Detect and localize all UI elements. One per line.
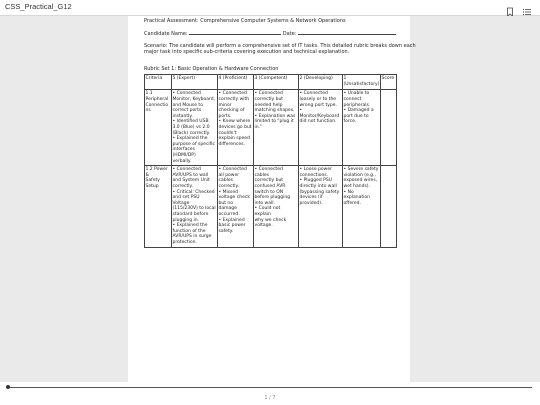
cell-text: • Critical: Checked <box>172 189 215 195</box>
cell-text: • Explained the <box>172 136 208 142</box>
cell-text: protection. <box>172 239 197 245</box>
cell-text: why we check <box>254 217 287 223</box>
cell-text: into wall. <box>254 200 275 206</box>
cell-text: Voltage <box>172 200 190 206</box>
cell-text: port due to <box>343 113 369 119</box>
cell-text: Connections <box>145 102 169 114</box>
cell-text: violation (e.g., <box>343 172 376 178</box>
cell-text: • Knew where <box>218 119 251 125</box>
cell-text: did not function. <box>299 119 337 125</box>
cell-text: offered. <box>343 200 361 206</box>
cell-text: ports. <box>218 113 232 119</box>
cell-text: loosely or to the <box>299 97 337 103</box>
column-header-text: 5 (Expert) <box>172 76 196 82</box>
cell-text: connect <box>343 97 362 103</box>
page-indicator: 1 / 7 <box>264 395 276 401</box>
table-row <box>145 90 397 166</box>
table-cell <box>145 166 172 247</box>
cell-text: occurred. <box>218 211 240 217</box>
cell-text: voltage. <box>254 223 273 229</box>
document-viewer[interactable] <box>0 16 540 382</box>
table-cell <box>299 166 343 247</box>
cell-text: AVR/UPS in surge <box>172 234 212 240</box>
column-header <box>299 75 343 90</box>
cell-text: devices (if <box>299 195 323 201</box>
table-cell <box>254 90 299 166</box>
cell-text: needed help <box>254 102 283 108</box>
cell-text: explanation <box>343 195 370 201</box>
table-cell <box>343 90 381 166</box>
table-cell <box>254 166 299 247</box>
cell-text: 1.1 <box>145 91 153 97</box>
column-header-text: 4 (Proficient) <box>218 76 248 82</box>
cell-text: • No <box>343 189 354 195</box>
column-header-text: Criteria <box>145 76 163 82</box>
cell-text: correctly. <box>172 183 193 189</box>
page-content <box>144 16 416 248</box>
cell-text: and Mouse to <box>172 102 203 108</box>
cell-text: • Connected <box>172 91 201 97</box>
scroll-thumb[interactable] <box>6 385 10 389</box>
cell-text: correct ports <box>172 108 202 114</box>
cell-text: wrong port type. <box>299 102 337 108</box>
bookmark-icon[interactable] <box>505 2 515 12</box>
cell-text: safety. <box>218 228 234 234</box>
column-header <box>343 75 381 90</box>
scenario-line-2: major task into specific sub-criteria covering execution and technical explanation. <box>144 48 350 55</box>
cell-text: correctly with <box>218 97 250 103</box>
candidate-label: Candidate Name: <box>144 30 188 37</box>
table-cell <box>145 90 172 166</box>
table-header-row <box>145 75 397 90</box>
column-header-text: Score <box>381 76 395 82</box>
cell-text: Safety <box>145 178 160 184</box>
cell-text: plugging in. <box>172 217 200 223</box>
date-blank <box>298 30 396 35</box>
page-scrollbar[interactable] <box>0 382 540 405</box>
cell-text: Setup <box>145 183 159 189</box>
cell-text: exposed wires, <box>343 178 378 184</box>
cell-text: wet hands). <box>343 183 370 189</box>
column-header <box>254 75 299 90</box>
column-header <box>218 75 254 90</box>
cell-text: • Loose power <box>299 167 332 173</box>
cell-text: in." <box>254 125 263 131</box>
cell-text: limited to "plug it <box>254 119 294 125</box>
cell-text: cables <box>218 178 233 184</box>
cell-text: interfaces <box>172 147 195 153</box>
cell-text: • <box>299 108 303 114</box>
cell-text: all power <box>218 172 240 178</box>
cell-text: correctly but <box>254 97 284 103</box>
cell-text: purpose of specific <box>172 141 215 147</box>
cell-text: • Explained the <box>172 223 208 229</box>
column-header <box>172 75 218 90</box>
cell-text: • Connected <box>254 91 283 97</box>
cell-text: before plugging <box>254 195 291 201</box>
cell-text: • Connected <box>218 91 247 97</box>
cell-text: devices go but <box>218 125 252 131</box>
cell-text: peripherals. <box>343 102 371 108</box>
table-cell <box>299 90 343 166</box>
cell-text: 1.2 Power & <box>145 167 168 178</box>
cell-text: couldn't <box>218 130 237 136</box>
cell-text: basic power <box>218 223 246 229</box>
cell-text: checking of <box>218 108 245 114</box>
cell-text: 3.0 (Blue) vs 2.0 <box>172 125 210 131</box>
cell-text: AVR/UPS to wall <box>172 172 209 178</box>
cell-text: (bypassing safety <box>299 189 340 195</box>
cell-text: instantly. <box>172 113 193 119</box>
cell-text: and set PSU <box>172 195 200 201</box>
cell-text: directly into wall <box>299 183 337 189</box>
cell-text: • Connected <box>299 91 328 97</box>
candidate-blank <box>189 30 281 35</box>
cell-text: minor <box>218 102 232 108</box>
cell-text: (115/230V) to local <box>172 206 216 212</box>
cell-text: connections. <box>299 172 329 178</box>
column-header <box>145 75 172 90</box>
cell-text: but no <box>218 200 234 206</box>
score-cell[interactable] <box>381 166 397 247</box>
table-cell <box>218 166 254 247</box>
table-cell <box>172 166 218 247</box>
rubric-table <box>144 74 397 247</box>
date-label: Date: <box>282 30 297 37</box>
cell-text: • Identified USB <box>172 119 209 125</box>
cell-text: (Black) correctly. <box>172 130 211 136</box>
cell-text: Peripheral <box>145 97 169 103</box>
cell-text: • Severe safety <box>343 167 379 173</box>
scroll-track[interactable] <box>8 387 532 388</box>
cell-text: standard before <box>172 211 209 217</box>
cell-text: • Connected cables <box>254 167 283 178</box>
cell-text: • Could not explain <box>254 206 281 217</box>
cell-text: explain speed <box>218 136 250 142</box>
column-header-text: (Unsatisfactory) <box>343 82 380 88</box>
cell-text: force. <box>343 119 357 125</box>
cell-text: Monitor, Keyboard, <box>172 97 216 103</box>
cell-text: • Missed <box>218 189 239 195</box>
scenario-line-1: Scenario: The candidate will perform a comprehensive set of IT tasks. This detailed rubric breaks down each <box>144 42 416 49</box>
cell-text: • Damaged a <box>343 108 374 114</box>
cell-text: provided). <box>299 200 323 206</box>
cell-text: verbally. <box>172 158 192 164</box>
cell-text: differences. <box>218 141 245 147</box>
cell-text: correctly but <box>254 178 284 184</box>
list-icon[interactable] <box>522 2 532 12</box>
cell-text: • Connected <box>218 167 247 173</box>
title-bar <box>0 0 540 16</box>
cell-text: voltage check <box>218 195 250 201</box>
cell-text: • Plugged PSU <box>299 178 333 184</box>
cell-text: switch to ON <box>254 189 284 195</box>
cell-text: and System Unit <box>172 178 210 184</box>
assessment-heading: Practical Assessment: Comprehensive Computer Systems & Network Operations <box>144 18 346 24</box>
table-row <box>145 166 397 247</box>
cell-text: Monitor/Keyboard <box>299 113 340 119</box>
cell-text: (HDMI/DP) <box>172 153 196 159</box>
rubric-title: Rubric Set 1: Basic Operation & Hardware Connection <box>144 66 279 73</box>
document-title: CSS_Practical_G12 <box>5 2 72 11</box>
cell-text: correctly. <box>218 183 239 189</box>
cell-text: function of the <box>172 228 206 234</box>
score-cell[interactable] <box>381 90 397 166</box>
candidate-date-line <box>144 30 408 37</box>
table-body <box>145 90 397 247</box>
table-cell <box>172 90 218 166</box>
column-header-text: 3 (Competent) <box>254 76 288 82</box>
document-page <box>128 16 416 382</box>
cell-text: matching shapes. <box>254 108 295 114</box>
cell-text: • Unable to <box>343 91 370 97</box>
cell-text: damage <box>218 206 237 212</box>
table-cell <box>343 166 381 247</box>
cell-text: • Explanation was <box>254 113 296 119</box>
cell-text: confused AVR <box>254 183 286 189</box>
column-header <box>381 75 397 90</box>
table-cell <box>218 90 254 166</box>
column-header-text: 2 (Developing) <box>299 76 333 82</box>
cell-text: • Connected <box>172 167 201 173</box>
cell-text: • Explained <box>218 217 245 223</box>
column-header-text: 1 <box>343 76 347 82</box>
